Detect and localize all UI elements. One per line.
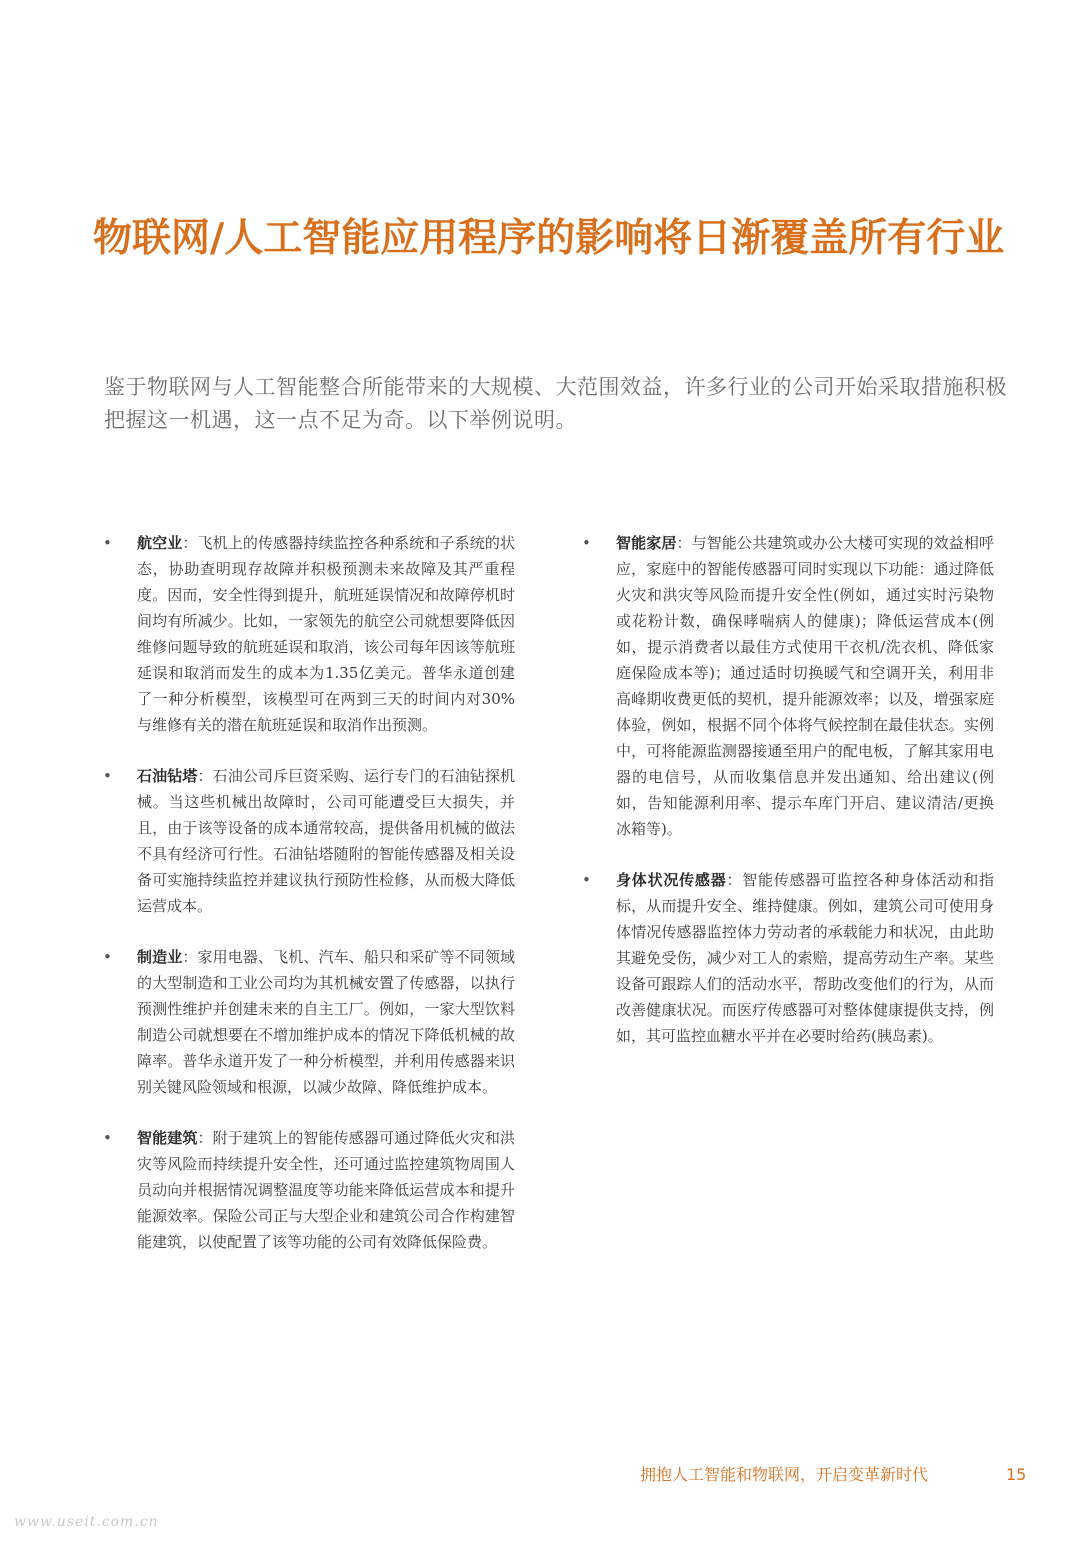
item-text: ：附于建筑上的智能传感器可通过降低火灾和洪灾等风险而持续提升安全性，还可通过监控建筑物周围人员动向并根据情况调整温度等功能来降低运营成本和提升能源效率。保险公司正与大型企业和建筑公司合作构建智能建筑，以使配置了该等功能的公司有效降低保险费。 — [137, 1129, 515, 1251]
list-item-aviation — [103, 530, 515, 738]
list-item-smart-home — [582, 530, 994, 842]
bullet-icon: • — [103, 534, 112, 552]
item-label: 制造业 — [137, 948, 183, 966]
list-item-smart-building — [103, 1125, 515, 1255]
item-label: 石油钻塔 — [137, 767, 198, 785]
bullet-icon: • — [103, 948, 112, 966]
page-title: 物联网/人工智能应用程序的影响将日渐覆盖所有行业 — [93, 215, 1005, 261]
item-text: ：与智能公共建筑或办公大楼可实现的效益相呼应，家庭中的智能传感器可同时实现以下功能：通过降低火灾和洪灾等风险而提升安全性(例如，通过实时污染物或花粉计数，确保哮喘病人的健康)；降低运营成本(例如，提示消费者以最佳方式使用干衣机/洗衣机、降低家庭保险成本等)；通过适时切换暖气和空调开关，利用非高峰期收费更低的契机，提升能源效率；以及，增强家庭体验，例如，根据不同个体将气候控制在最佳状态。实例中，可将能源监测器接通至用户的配电板，了解其家用电器的电信号，从而收集信息并发出通知、给出建议(例如，告知能源利用率、提示车库门开启、建议清洁/更换冰箱等)。 — [616, 534, 994, 838]
item-text: ：家用电器、飞机、汽车、船只和采矿等不同领域的大型制造和工业公司均为其机械安置了传感器，以执行预测性维护并创建未来的自主工厂。例如，一家大型饮料制造公司就想要在不增加维护成本的情况下降低机械的故障率。普华永道开发了一种分析模型，并利用传感器来识别关键风险领域和根源，以减少故障、降低维护成本。 — [137, 948, 515, 1096]
right-column-list — [582, 530, 994, 1074]
item-text: ：飞机上的传感器持续监控各种系统和子系统的状态，协助查明现存故障并积极预测未来故障及其严重程度。因而，安全性得到提升，航班延误情况和故障停机时间均有所减少。比如，一家领先的航空公司就想要降低因维修问题导致的航班延误和取消，该公司每年因该等航班延误和取消而发生的成本为1.35亿美元。普华永道创建了一种分析模型，该模型可在两到三天的时间内对30%与维修有关的潜在航班延误和取消作出预测。 — [137, 534, 515, 734]
item-label: 身体状况传感器 — [616, 871, 727, 889]
item-label: 智能家居 — [616, 534, 677, 552]
footer-title: 拥抱人工智能和物联网，开启变革新时代 — [640, 1465, 929, 1484]
watermark: www.useit.com.cn — [14, 1514, 159, 1530]
bullet-icon: • — [103, 1129, 112, 1147]
left-column-list — [103, 530, 515, 1280]
item-text: ：石油公司斥巨资采购、运行专门的石油钻探机械。当这些机械出故障时，公司可能遭受巨大损失，并且，由于该等设备的成本通常较高，提供备用机械的做法不具有经济可行性。石油钻塔随附的智能传感器及相关设备可实施持续监控并建议执行预防性检修，从而极大降低运营成本。 — [137, 767, 515, 915]
intro-paragraph: 鉴于物联网与人工智能整合所能带来的大规模、大范围效益，许多行业的公司开始采取措施积极把握这一机遇，这一点不足为奇。以下举例说明。 — [104, 375, 1007, 432]
bullet-icon: • — [582, 534, 591, 552]
bullet-icon: • — [582, 871, 591, 889]
bullet-icon: • — [103, 767, 112, 785]
list-item-manufacturing — [103, 944, 515, 1100]
list-item-body-sensor — [582, 867, 994, 1049]
list-item-oil-rig — [103, 763, 515, 919]
page-number: 15 — [1006, 1465, 1027, 1484]
item-text: ：智能传感器可监控各种身体活动和指标，从而提升安全、维持健康。例如，建筑公司可使用身体情况传感器监控体力劳动者的承载能力和状况，由此助其避免受伤，减少对工人的索赔，提高劳动生产率。某些设备可跟踪人们的活动水平，帮助改变他们的行为，从而改善健康状况。而医疗传感器可对整体健康提供支持，例如，其可监控血糖水平并在必要时给药(胰岛素)。 — [616, 871, 994, 1045]
item-label: 航空业 — [137, 534, 183, 552]
item-label: 智能建筑 — [137, 1129, 198, 1147]
